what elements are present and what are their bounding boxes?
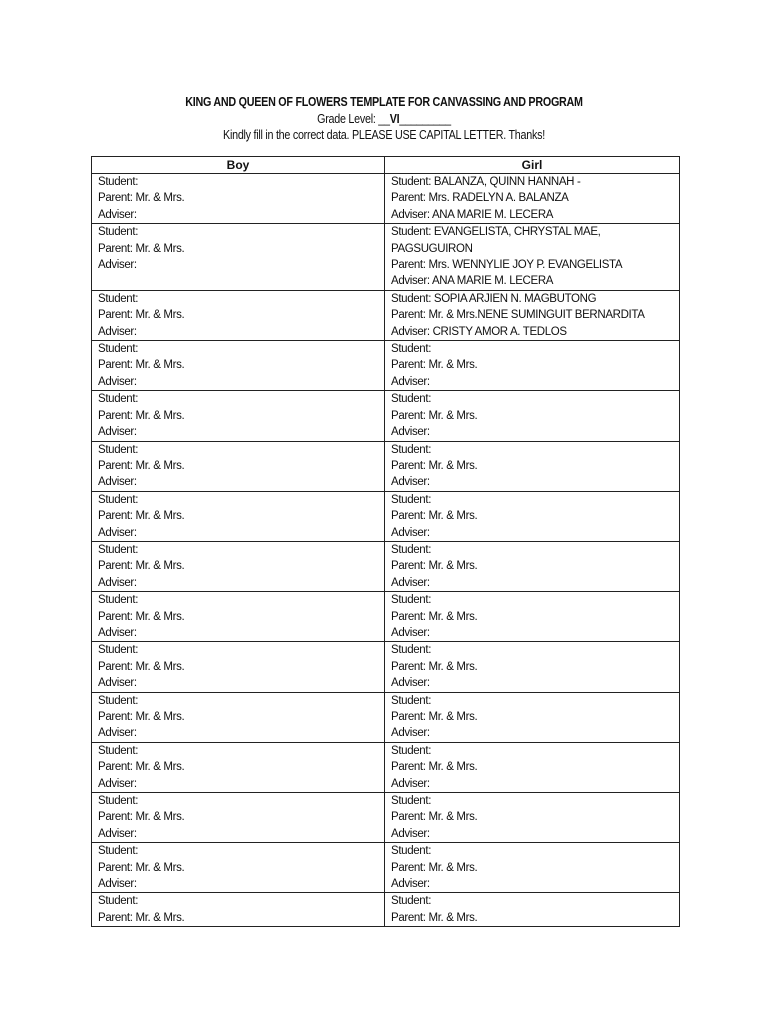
table-row xyxy=(92,793,680,843)
girl-parent-line: Parent: Mr. & Mrs. xyxy=(391,761,478,774)
table-row xyxy=(92,391,680,441)
boy-parent-line: Parent: Mr. & Mrs. xyxy=(98,459,185,472)
boy-student-line: Student: xyxy=(98,543,139,556)
girl-parent-line: Parent: Mrs. RADELYN A. BALANZA xyxy=(391,192,569,205)
girl-entry-cell xyxy=(385,341,680,391)
table-row xyxy=(92,742,680,792)
girl-entry-cell xyxy=(385,793,680,843)
girl-parent-line: Parent: Mr. & Mrs. xyxy=(391,811,478,824)
girl-parent-line: Parent: Mr. & Mrs. xyxy=(391,459,478,472)
boy-entry-cell xyxy=(92,341,385,391)
girl-entry-cell xyxy=(385,592,680,642)
table-row xyxy=(92,174,680,224)
boy-entry-cell xyxy=(92,843,385,893)
girl-parent-line: Parent: Mrs. WENNYLIE JOY P. EVANGELISTA xyxy=(391,259,623,272)
boy-entry-cell xyxy=(92,541,385,591)
boy-student-line: Student: xyxy=(98,744,139,757)
boy-student-line: Student: xyxy=(98,845,139,858)
boy-student-line: Student: xyxy=(98,644,139,657)
boy-entry-cell xyxy=(92,290,385,340)
boy-entry-cell xyxy=(92,391,385,441)
girl-entry-cell xyxy=(385,290,680,340)
girl-parent-line: Parent: Mr. & Mrs. xyxy=(391,911,478,924)
table-row xyxy=(92,692,680,742)
table-header-row xyxy=(92,157,680,174)
girl-student-line: Student: xyxy=(391,845,432,858)
table-body xyxy=(92,174,680,927)
boy-student-line: Student: xyxy=(98,594,139,607)
boy-student-line: Student: xyxy=(98,226,139,239)
girl-entry-cell xyxy=(385,893,680,927)
girl-adviser-line: Adviser: CRISTY AMOR A. TEDLOS xyxy=(391,325,567,338)
boy-adviser-line: Adviser: xyxy=(98,727,137,740)
girl-adviser-line: Adviser: xyxy=(391,677,430,690)
boy-adviser-line: Adviser: xyxy=(98,375,137,388)
boy-student-line: Student: xyxy=(98,176,139,188)
table-row xyxy=(92,541,680,591)
boy-parent-line: Parent: Mr. & Mrs. xyxy=(98,761,185,774)
girl-student-line: Student: xyxy=(391,644,432,657)
boy-parent-line: Parent: Mr. & Mrs. xyxy=(98,861,185,874)
boy-adviser-line: Adviser: xyxy=(98,626,137,639)
girl-entry-cell xyxy=(385,174,680,224)
boy-adviser-line: Adviser: xyxy=(98,677,137,690)
girl-entry-cell xyxy=(385,541,680,591)
girl-student-line: Student: BALANZA, QUINN HANNAH - xyxy=(391,176,581,188)
girl-adviser-line: Adviser: xyxy=(391,375,430,388)
girl-parent-line: Parent: Mr. & Mrs. xyxy=(391,359,478,372)
girl-entry-cell xyxy=(385,491,680,541)
boy-parent-line: Parent: Mr. & Mrs. xyxy=(98,711,185,723)
girl-adviser-line: Adviser: xyxy=(391,626,430,639)
girl-parent-line: Parent: Mr. & Mrs.NENE SUMINGUIT BERNARDITA xyxy=(391,309,645,322)
canvassing-table xyxy=(91,156,680,927)
girl-parent-line: Parent: Mr. & Mrs. xyxy=(391,861,478,874)
boy-parent-line: Parent: Mr. & Mrs. xyxy=(98,409,185,422)
boy-entry-cell xyxy=(92,793,385,843)
girl-student-line: Student: xyxy=(391,744,432,757)
grade-level-line xyxy=(54,111,714,128)
girl-entry-cell xyxy=(385,391,680,441)
boy-student-line: Student: xyxy=(98,343,139,356)
table-row xyxy=(92,224,680,291)
girl-student-line: Student: EVANGELISTA, CHRYSTAL MAE, xyxy=(391,226,601,239)
boy-entry-cell xyxy=(92,893,385,927)
table-row xyxy=(92,893,680,927)
table-row xyxy=(92,341,680,391)
girl-parent-line: Parent: Mr. & Mrs. xyxy=(391,560,478,573)
boy-student-line: Student: xyxy=(98,443,139,456)
girl-adviser-line: Adviser: xyxy=(391,827,430,840)
boy-parent-line: Parent: Mr. & Mrs. xyxy=(98,192,185,205)
girl-student-line: Student: xyxy=(391,393,432,406)
table-row xyxy=(92,843,680,893)
girl-student-line: Student: xyxy=(391,443,432,456)
girl-entry-cell xyxy=(385,224,680,291)
boy-adviser-line: Adviser: xyxy=(98,208,137,221)
girl-parent-line: Parent: Mr. & Mrs. xyxy=(391,711,478,723)
girl-student-line: Student: xyxy=(391,694,432,707)
instruction-text: Kindly fill in the correct data. PLEASE USE CAPITAL LETTER. Thanks! xyxy=(223,128,545,142)
boy-parent-line: Parent: Mr. & Mrs. xyxy=(98,911,185,924)
girl-parent-line: Parent: Mr. & Mrs. xyxy=(391,610,478,623)
boy-parent-line: Parent: Mr. & Mrs. xyxy=(98,610,185,623)
table-row xyxy=(92,592,680,642)
girl-adviser-line: Adviser: xyxy=(391,426,430,439)
girl-parent-line: Parent: Mr. & Mrs. xyxy=(391,409,478,422)
boy-entry-cell xyxy=(92,174,385,224)
document-title: KING AND QUEEN OF FLOWERS TEMPLATE FOR CANVASSING AND PROGRAM xyxy=(185,95,583,109)
boy-entry-cell xyxy=(92,491,385,541)
boy-adviser-line: Adviser: xyxy=(98,777,137,790)
table-row xyxy=(92,441,680,491)
boy-parent-line: Parent: Mr. & Mrs. xyxy=(98,242,185,255)
boy-entry-cell xyxy=(92,592,385,642)
boy-entry-cell xyxy=(92,642,385,692)
boy-student-line: Student: xyxy=(98,493,139,506)
boy-adviser-line: Adviser: xyxy=(98,576,137,589)
girl-student-line: Student: xyxy=(391,594,432,607)
grade-level-label: Grade Level: __ xyxy=(317,111,390,126)
table-row xyxy=(92,642,680,692)
boy-entry-cell xyxy=(92,441,385,491)
boy-parent-line: Parent: Mr. & Mrs. xyxy=(98,660,185,673)
boy-adviser-line: Adviser: xyxy=(98,476,137,489)
girl-column-header: Girl xyxy=(385,157,680,174)
girl-adviser-line: Adviser: ANA MARIE M. LECERA xyxy=(391,275,554,288)
grade-level-underline: _________ xyxy=(399,111,451,126)
girl-adviser-line: Adviser: xyxy=(391,777,430,790)
boy-column-header: Boy xyxy=(92,157,385,174)
boy-entry-cell xyxy=(92,742,385,792)
girl-adviser-line: Adviser: xyxy=(391,476,430,489)
girl-adviser-line: Adviser: xyxy=(391,878,430,891)
girl-student-line: Student: xyxy=(391,543,432,556)
boy-adviser-line: Adviser: xyxy=(98,526,137,539)
boy-entry-cell xyxy=(92,692,385,742)
girl-adviser-line: Adviser: xyxy=(391,526,430,539)
boy-parent-line: Parent: Mr. & Mrs. xyxy=(98,510,185,523)
girl-student-line: Student: xyxy=(391,493,432,506)
boy-parent-line: Parent: Mr. & Mrs. xyxy=(98,359,185,372)
girl-entry-cell xyxy=(385,441,680,491)
girl-student-line: Student: xyxy=(391,795,432,808)
boy-student-line: Student: xyxy=(98,393,139,406)
girl-student-line: Student: xyxy=(391,343,432,356)
boy-student-line: Student: xyxy=(98,895,139,908)
girl-student-line: Student: SOPIA ARJIEN N. MAGBUTONG xyxy=(391,292,597,305)
boy-adviser-line: Adviser: xyxy=(98,878,137,891)
boy-adviser-line: Adviser: xyxy=(98,426,137,439)
boy-adviser-line: Adviser: xyxy=(98,259,137,272)
boy-entry-cell xyxy=(92,224,385,291)
girl-adviser-line: Adviser: xyxy=(391,576,430,589)
grade-level-value: VI xyxy=(389,111,400,126)
girl-pagsuguiron-line: PAGSUGUIRON xyxy=(391,242,473,255)
girl-student-line: Student: xyxy=(391,895,432,908)
boy-parent-line: Parent: Mr. & Mrs. xyxy=(98,309,185,322)
girl-entry-cell xyxy=(385,642,680,692)
boy-student-line: Student: xyxy=(98,795,139,808)
boy-student-line: Student: xyxy=(98,292,139,305)
boy-parent-line: Parent: Mr. & Mrs. xyxy=(98,811,185,824)
girl-adviser-line: Adviser: xyxy=(391,727,430,740)
girl-adviser-line: Adviser: ANA MARIE M. LECERA xyxy=(391,208,554,221)
girl-entry-cell xyxy=(385,692,680,742)
boy-parent-line: Parent: Mr. & Mrs. xyxy=(98,560,185,573)
girl-entry-cell xyxy=(385,843,680,893)
boy-adviser-line: Adviser: xyxy=(98,827,137,840)
boy-student-line: Student: xyxy=(98,694,139,707)
girl-parent-line: Parent: Mr. & Mrs. xyxy=(391,660,478,673)
document-header xyxy=(0,94,768,144)
boy-adviser-line: Adviser: xyxy=(98,325,137,338)
table-row xyxy=(92,491,680,541)
girl-parent-line: Parent: Mr. & Mrs. xyxy=(391,510,478,523)
table-row xyxy=(92,290,680,340)
girl-entry-cell xyxy=(385,742,680,792)
